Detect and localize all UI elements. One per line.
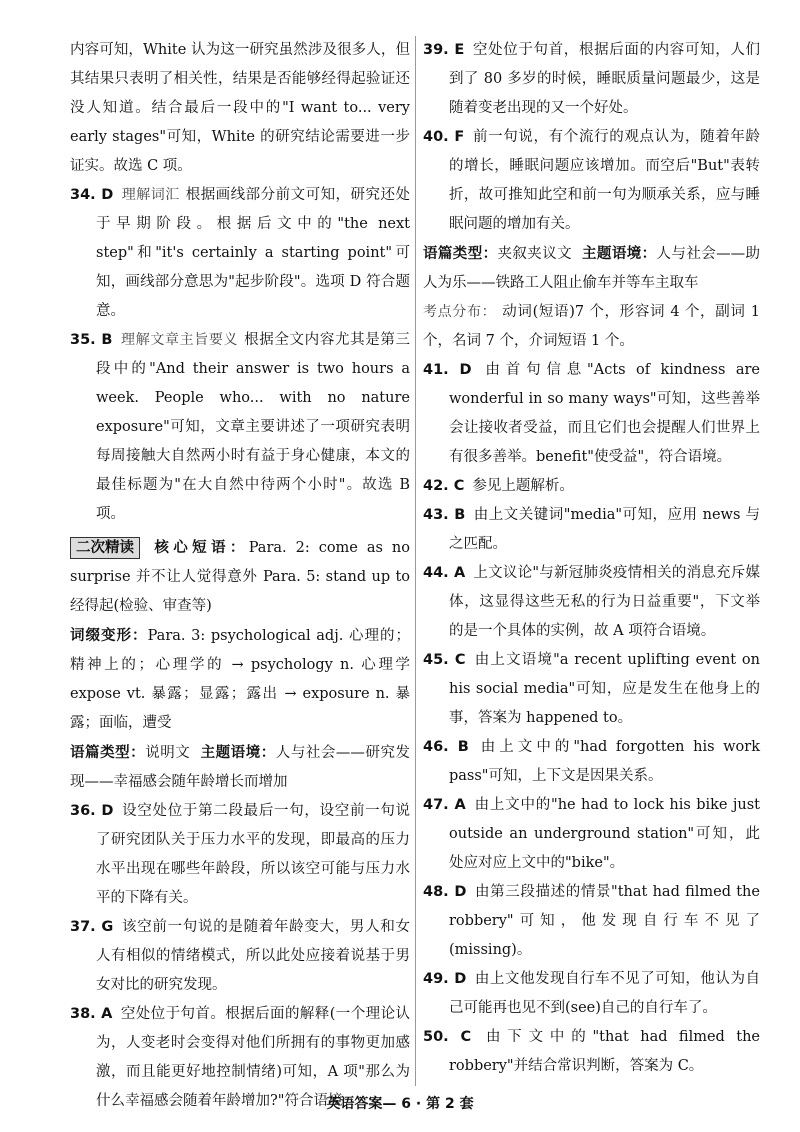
answer-explanation: 该空前一句说的是随着年龄变大，男人和女人有相似的情绪模式，所以此处应接着说基于男女对比的研究发现。 [96,919,411,993]
genre-value: 夹叙夹议文 [497,246,572,262]
answer-explanation: 根据画线部分前文可知，研究还处于早期阶段。根据后文中的"the next step"和"it's certainly a starting point"可知，画线部分意思为"起步阶段"。选项 D 符合题意。 [96,187,411,319]
answer-explanation: 空处位于句首，根据后面的内容可知，人们到了 80 多岁的时候，睡眠质量问题最少，这是随着变老出现的又一个好处。 [449,42,761,116]
answer-explanation: 由上文中的"he had to lock his bike just outside an underground station"可知，此处应对应上文中的"bike"。 [449,797,760,871]
answer-type-hint: 理解词汇 [121,187,180,203]
genre-label: 语篇类型： [423,245,498,262]
answer-49 [423,965,760,1023]
answer-37 [70,913,410,1000]
answer-number: 40. F [423,129,465,145]
genre-label: 语篇类型： [70,744,146,761]
answer-number: 48. D [423,884,467,900]
theme-value: 人与社会——助人为乐——铁路工人阻止偷车并等车主取车 [423,246,761,291]
answer-48 [423,878,760,965]
answer-number: 43. B [423,507,466,523]
answer-type-hint: 理解文章主旨要义 [120,332,239,348]
answer-explanation: 根据全文内容尤其是第三段中的"And their answer is two hours a week. People who... with no nature exposure"可知，文章主要讲述了一项研究表明每周接触大自然两小时有益于身心健康，本文的最佳标题为"在大自然中待两个小时"。故选 B 项。 [96,332,410,522]
answer-50 [423,1023,760,1081]
right-column [423,36,760,1081]
answer-explanation: 由上文语境"a recent uplifting event on his social media"可知，应是发生在他身上的事，答案为 happened to。 [449,652,760,726]
answer-36 [70,797,410,913]
answer-44 [423,559,760,646]
answer-number: 49. D [423,971,467,987]
answer-number: 38. A [70,1006,113,1022]
passage-genre [423,239,760,298]
answer-46 [423,733,760,791]
core-phrases-label: 核心短语： [150,539,249,556]
core-phrases-text: Para. 2: come as no surprise 并不让人觉得意外 Para. 5: stand up to 经得起(检验、审查等) [70,540,410,614]
answer-explanation: 由上文他发现自行车不见了可知，他认为自己可能再也见不到(see)自己的自行车了。 [449,971,760,1016]
answer-39 [423,36,760,123]
genre-value: 说明文 [145,745,191,761]
answer-number: 39. E [423,42,465,58]
column-divider [415,36,416,1086]
answer-number: 46. B [423,739,469,755]
answer-explanation: 设空处位于第二段最后一句，设空前一句说了研究团队关于压力水平的发现，即最高的压力水平出现在哪些年龄段，所以该空可能与压力水平的下降有关。 [96,803,410,906]
page-footer: 英语答案— 6 · 第 2 套 [326,1096,474,1112]
answer-40 [423,123,760,239]
left-column [70,36,410,1116]
answer-explanation: 由首句信息"Acts of kindness are wonderful in so many ways"可知，这些善举会让接收者受益，而且它们也会提醒人们世界上有很多善举。benefit"使受益"，符合语境。 [449,362,760,465]
theme-value: 人与社会——研究发现——幸福感会随年龄增长而增加 [70,745,411,790]
answer-number: 45. C [423,652,466,668]
answer-number: 35. B [70,332,113,348]
affix-text: Para. 3: psychological adj. 心理的；精神上的；心理学的 → psychology n. 心理学 expose vt. 暴露；显露；露出 → exposure n. 暴露；面临，遭受 [70,628,410,731]
intensive-reading-section [70,533,410,621]
answer-35 [70,326,410,529]
theme-label: 主题语境： [582,245,657,262]
answer-45 [423,646,760,733]
answer-explanation: 参见上题解析。 [472,478,574,494]
affix-label: 词缀变形： [70,627,148,644]
answer-explanation: 由上文中的"had forgotten his work pass"可知，上下文是因果关系。 [449,739,760,784]
answer-explanation: 由下文中的"that had filmed the robbery"并结合常识判断，答案为 C。 [449,1029,760,1074]
passage-genre [70,738,410,797]
answer-number: 41. D [423,362,472,378]
answer-explanation: 前一句说，有个流行的观点认为，随着年龄的增长，睡眠问题应该增加。而空后"But"表转折，故可推知此空和前一句为顺承关系，应与睡眠问题的增加有关。 [449,129,761,232]
exam-points [423,298,760,356]
answer-number: 44. A [423,565,466,581]
answer-explanation: 由上文关键词"media"可知，应用 news 与之匹配。 [449,507,760,552]
answer-explanation: 空处位于句首。根据后面的解释(一个理论认为，人变老时会变得对他们所拥有的事物更加感激，而且能更好地控制情绪)可知，A 项"那么为什么幸福感会随着年龄增加?"符合语境。 [96,1006,410,1109]
answer-number: 50. C [423,1029,472,1045]
theme-label: 主题语境： [200,744,276,761]
answer-43 [423,501,760,559]
exam-points-label: 考点分布： [423,304,497,320]
answer-explanation: 由第三段描述的情景"that had filmed the robbery"可知，他发现自行车不见了(missing)。 [449,884,760,958]
intensive-reading-label: 二次精读 [70,537,140,559]
answer-34 [70,181,410,326]
answer-number: 47. A [423,797,466,813]
affix-section [70,621,410,738]
answer-47 [423,791,760,878]
answer-number: 37. G [70,919,114,935]
answer-41 [423,356,760,472]
exam-points-text: 动词(短语)7 个，形容词 4 个，副词 1 个，名词 7 个，介词短语 1 个。 [423,304,760,349]
answer-42 [423,472,760,501]
answer-number: 34. D [70,187,114,203]
answer-explanation: 上文议论"与新冠肺炎疫情相关的消息充斥媒体，这显得这些无私的行为日益重要"，下文举的是一个具体的实例，故 A 项符合语境。 [449,565,760,639]
answer-number: 42. C [423,478,465,494]
answer-number: 36. D [70,803,114,819]
q33-continuation: 内容可知，White 认为这一研究虽然涉及很多人，但其结果只表明了相关性，结果是否能够经得起验证还没人知道。结合最后一段中的"I want to... very early stages"可知，White 的研究结论需要进一步证实。故选 C 项。 [70,42,410,174]
